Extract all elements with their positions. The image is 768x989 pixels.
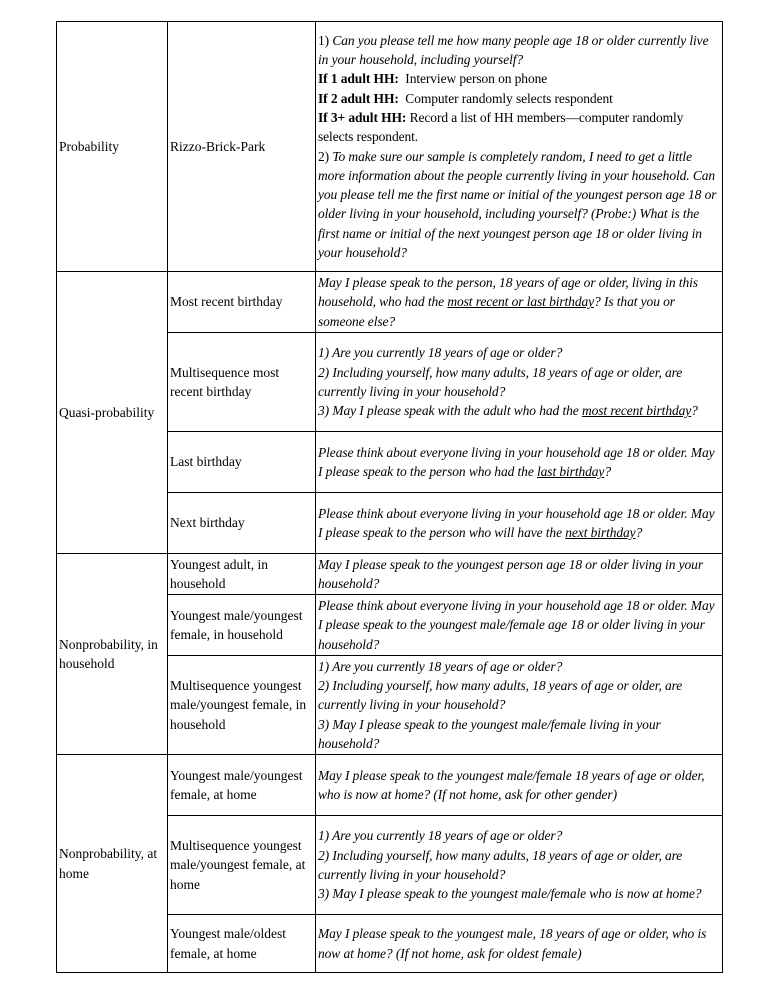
- table-row: [57, 22, 723, 272]
- table-row: [57, 554, 723, 595]
- instruction-label: If 1 adult HH:: [318, 71, 399, 87]
- question-cell: Please think about everyone living in your household age 18 or older. May I please speak to the youngest male/female age 18 or older living in your household?: [316, 595, 723, 656]
- emphasis-text: next birthday: [565, 525, 636, 540]
- method-cell: Most recent birthday: [168, 272, 316, 333]
- method-cell: Youngest male/youngest female, in household: [168, 595, 316, 656]
- emphasis-text: most recent birthday: [581, 403, 692, 419]
- emphasis-text: most recent or last birthday: [447, 294, 595, 310]
- question-number: 2): [318, 148, 330, 164]
- method-cell: Multisequence youngest male/youngest female, in household: [168, 656, 316, 755]
- question-number: 1): [318, 32, 330, 48]
- instruction-line: [318, 69, 720, 88]
- question-cell: Please think about everyone living in your household age 18 or older. May I please speak to the person who had the last birthday?: [316, 432, 723, 493]
- table-row: [57, 272, 723, 333]
- question-cell: Please think about everyone living in your household age 18 or older. May I please speak to the person who will have the next birthday?: [316, 493, 723, 554]
- instruction-line: [318, 108, 720, 147]
- method-cell: Next birthday: [168, 493, 316, 554]
- question-cell: 1) Are you currently 18 years of age or older? 2) Including yourself, how many adults, 18 years of age or older, are currently living in your household? 3) May I please speak to the youngest male/female who is now at home?: [316, 816, 723, 915]
- method-cell: Multisequence most recent birthday: [168, 333, 316, 432]
- method-cell: Last birthday: [168, 432, 316, 493]
- table-row: [57, 755, 723, 816]
- method-cell: Youngest male/oldest female, at home: [168, 915, 316, 973]
- category-cell: Quasi-probability: [57, 272, 168, 554]
- question-cell: 1) Are you currently 18 years of age or older? 2) Including yourself, how many adults, 18 years of age or older, are currently living in your household? 3) May I please speak with the adult who had the most recent birthday?: [316, 333, 723, 432]
- question-cell: May I please speak to the youngest male, 18 years of age or older, who is now at home? (If not home, ask for oldest female): [316, 915, 723, 973]
- instruction-text: Computer randomly selects respondent: [405, 90, 613, 106]
- question-cell: May I please speak to the youngest person age 18 or older living in your household?: [316, 554, 723, 595]
- instruction-line: [318, 89, 720, 108]
- question-cell: May I please speak to the person, 18 years of age or older, living in this household, who had the most recent or last birthday? Is that you or someone else?: [316, 272, 723, 333]
- method-cell: Youngest male/youngest female, at home: [168, 755, 316, 816]
- question-text: Can you please tell me how many people age 18 or older currently live in your household, including yourself?: [318, 32, 709, 68]
- question-text: To make sure our sample is completely random, I need to get a little more information about the people currently living in your household. Can you please tell me the first name or initial of the youngest person age 18 or older living in your household, including yourself? (Probe:) What is the first name or initial of the next youngest person age 18 or older living in your household?: [318, 148, 717, 260]
- category-cell: Nonprobability, at home: [57, 755, 168, 973]
- method-cell: Rizzo-Brick-Park: [168, 22, 316, 272]
- question-cell: May I please speak to the youngest male/female 18 years of age or older, who is now at home? (If not home, ask for other gender): [316, 755, 723, 816]
- instruction-text: Record a list of HH members—computer randomly selects respondent.: [318, 109, 684, 145]
- category-cell: Probability: [57, 22, 168, 272]
- respondent-selection-table: [56, 21, 723, 973]
- instruction-label: If 2 adult HH:: [318, 90, 399, 106]
- emphasis-text: last birthday: [537, 464, 605, 479]
- method-cell: Multisequence youngest male/youngest female, at home: [168, 816, 316, 915]
- question-cell: 1) Are you currently 18 years of age or older? 2) Including yourself, how many adults, 18 years of age or older, are currently living in your household? 3) May I please speak to the youngest male/female living in your household?: [316, 656, 723, 755]
- instruction-text: Interview person on phone: [405, 71, 548, 87]
- method-cell: Youngest adult, in household: [168, 554, 316, 595]
- question-cell: [316, 22, 723, 272]
- category-cell: Nonprobability, in household: [57, 554, 168, 755]
- instruction-label: If 3+ adult HH:: [318, 109, 407, 125]
